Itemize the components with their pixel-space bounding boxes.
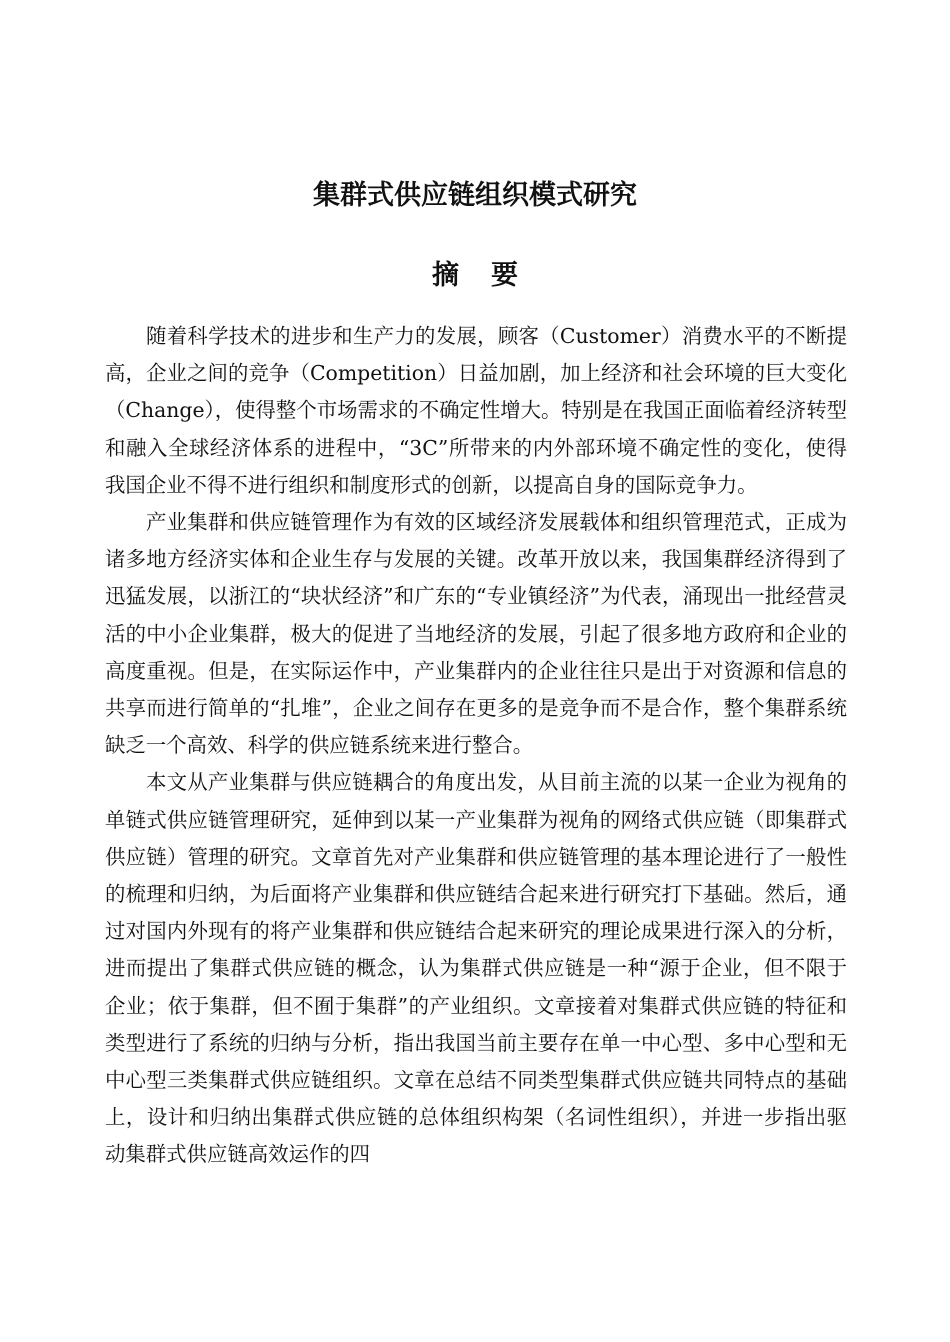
abstract-body [105,318,847,1174]
abstract-paragraph-2: 产业集群和供应链管理作为有效的区域经济发展载体和组织管理范式，正成为诸多地方经济实体和企业生存与发展的关键。改革开放以来，我国集群经济得到了迅猛发展，以浙江的“块状经济”和广东的“专业镇经济”为代表，涌现出一批经营灵活的中小企业集群，极大的促进了当地经济的发展，引起了很多地方政府和企业的高度重视。但是，在实际运作中，产业集群内的企业往往只是出于对资源和信息的共享而进行简单的“扎堆”，企业之间存在更多的是竞争而不是合作，整个集群系统缺乏一个高效、科学的供应链系统来进行整合。 [105,510,847,758]
document-title: 集群式供应链组织模式研究 [313,180,637,211]
abstract-paragraph-1: 随着科学技术的进步和生产力的发展，顾客（Customer）消费水平的不断提高，企业之间的竞争（Competition）日益加剧，加上经济和社会环境的巨大变化（Change），使得整个市场需求的不确定性增大。特别是在我国正面临着经济转型和融入全球经济体系的进程中，“3C”所带来的内外部环境不确定性的变化，使得我国企业不得不进行组织和制度形式的创新，以提高自身的国际竞争力。 [105,324,847,497]
abstract-heading-char-1: 摘 [432,260,459,291]
abstract-heading-char-2: 要 [491,260,518,291]
abstract-paragraph-3: 本文从产业集群与供应链耦合的角度出发，从目前主流的以某一企业为视角的单链式供应链管理研究，延伸到以某一产业集群为视角的网络式供应链（即集群式供应链）管理的研究。文章首先对产业集群和供应链管理的基本理论进行了一般性的梳理和归纳，为后面将产业集群和供应链结合起来进行研究打下基础。然后，通过对国内外现有的将产业集群和供应链结合起来研究的理论成果进行深入的分析，进而提出了集群式供应链的概念，认为集群式供应链是一种“源于企业，但不限于企业；依于集群，但不囿于集群”的产业组织。文章接着对集群式供应链的特征和类型进行了系统的归纳与分析，指出我国当前主要存在单一中心型、多中心型和无中心型三类集群式供应链组织。文章在总结不同类型集群式供应链共同特点的基础上，设计和归纳出集群式供应链的总体组织构架（名词性组织），并进一步指出驱动集群式供应链高效运作的四 [105,770,847,1167]
abstract-heading [0,256,950,296]
